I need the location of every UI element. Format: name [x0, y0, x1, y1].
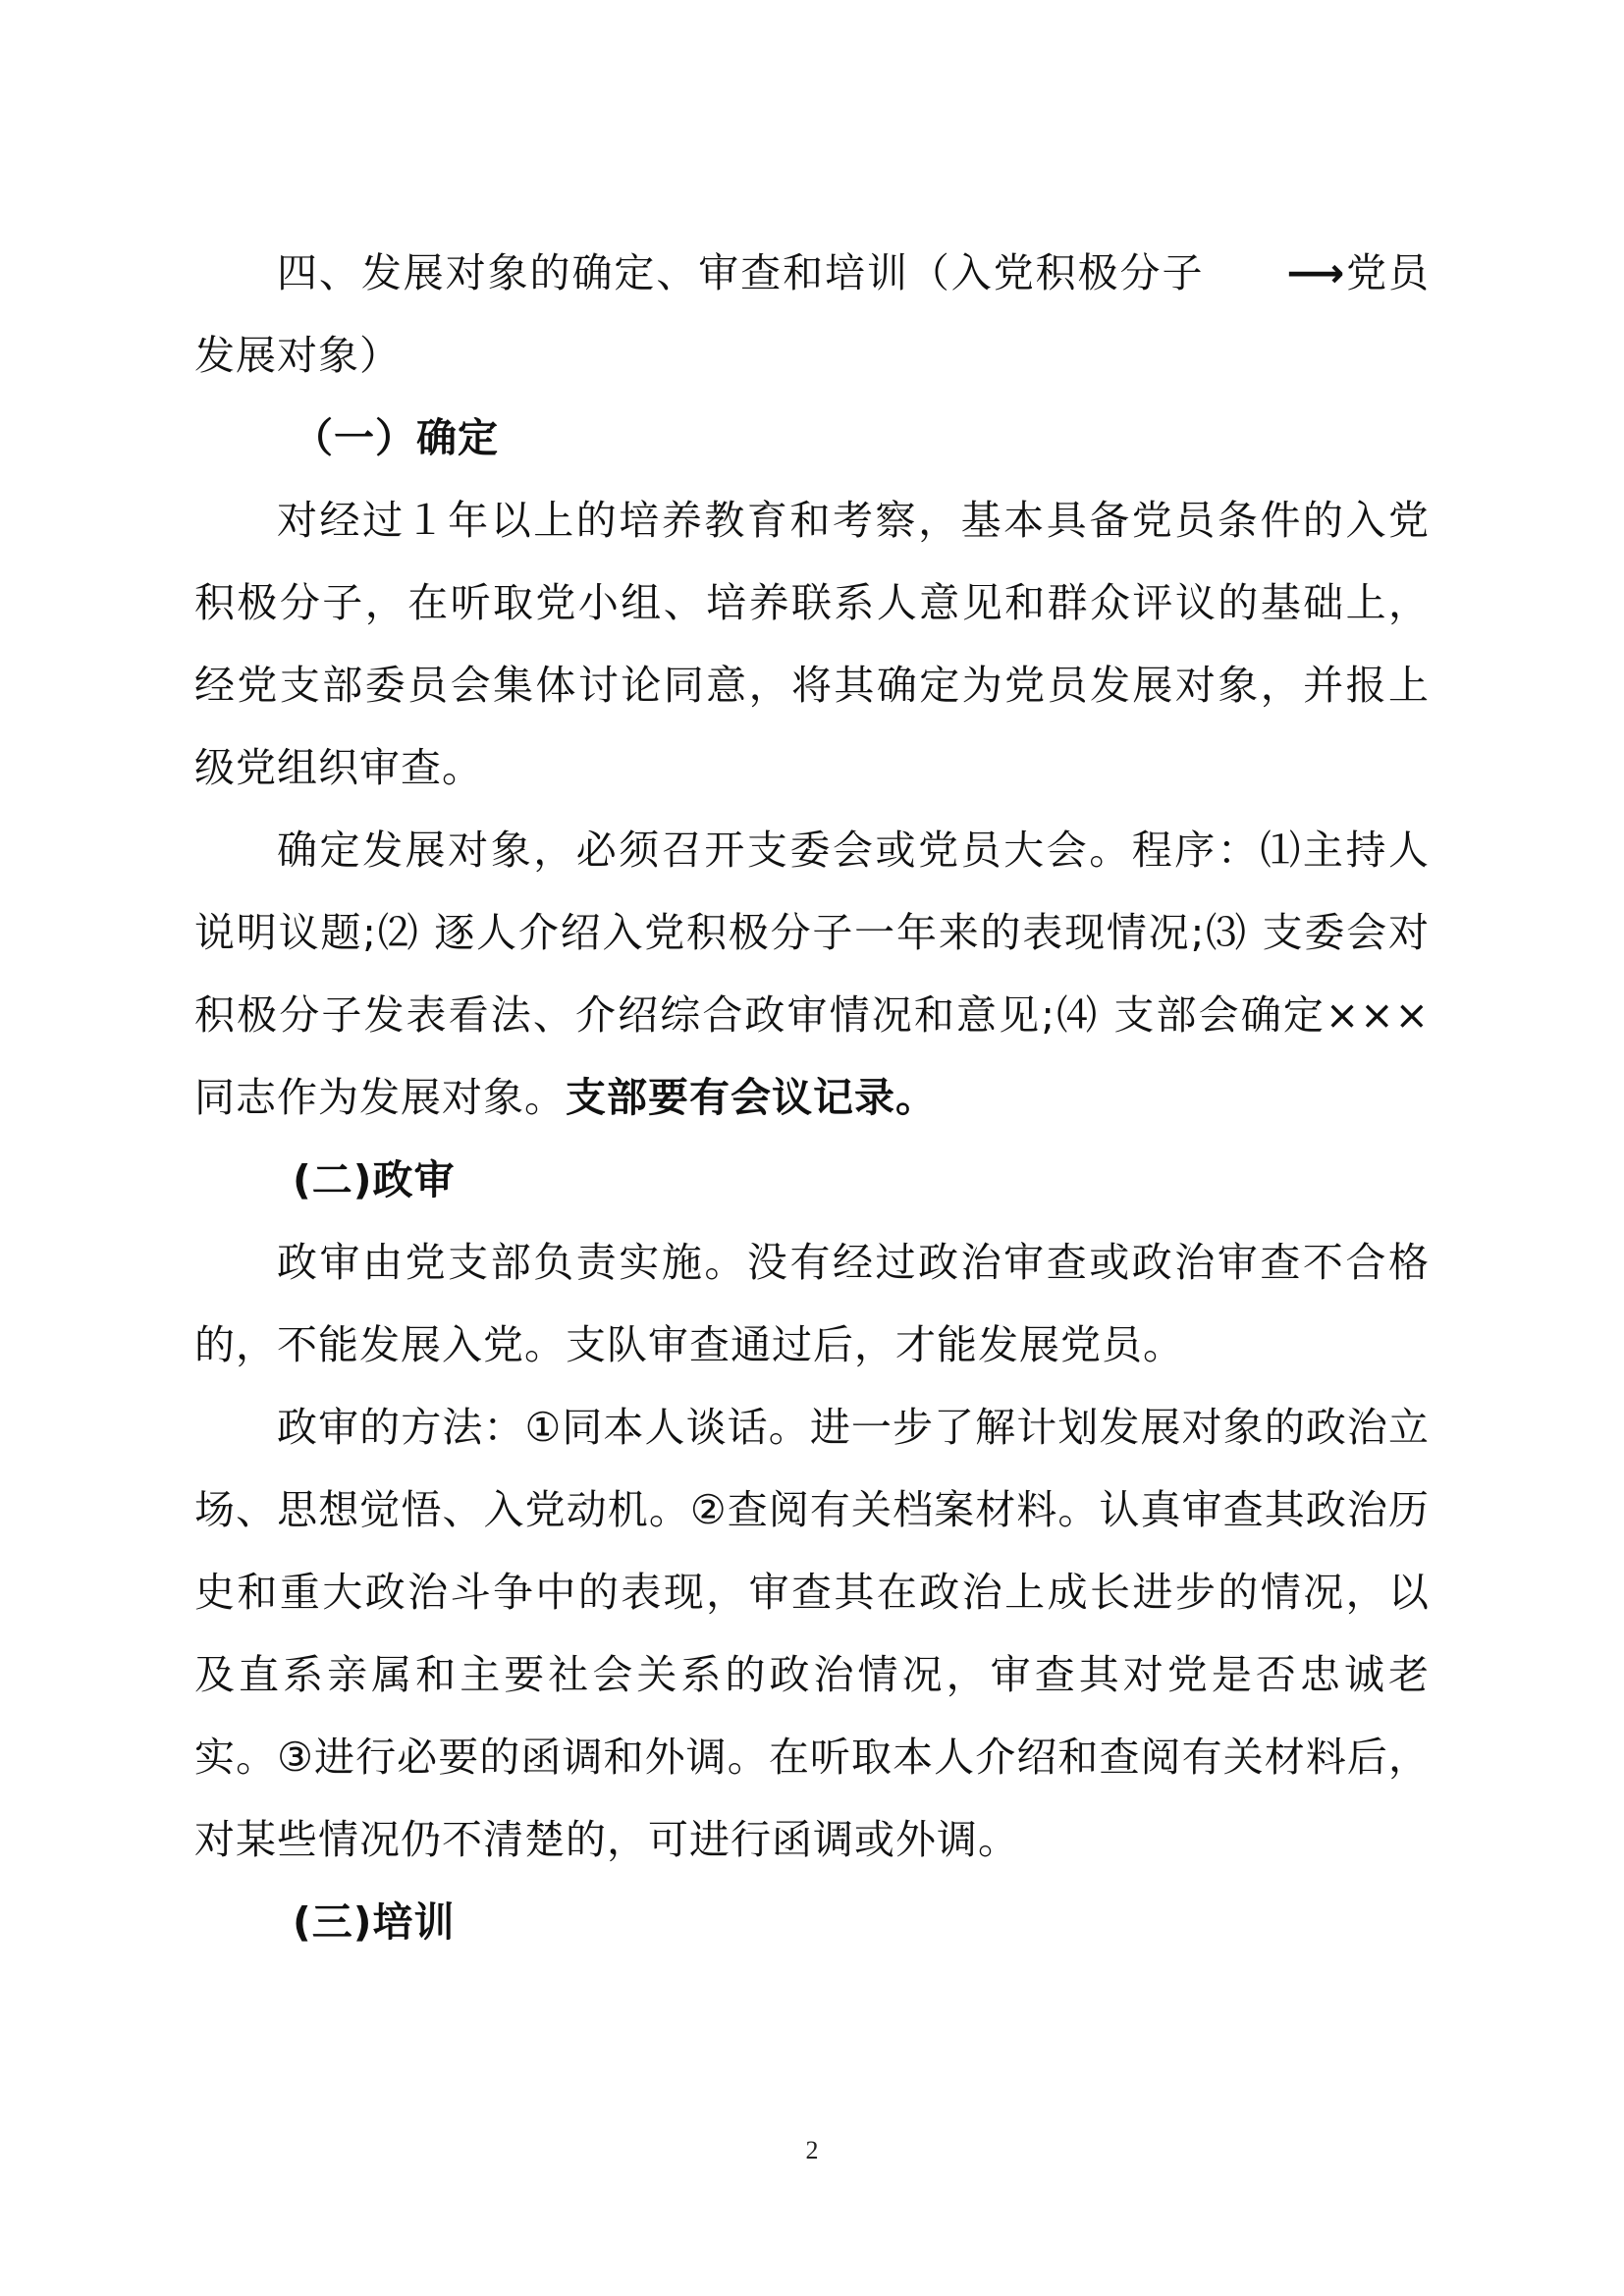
paragraph-determination-2	[194, 809, 1430, 1139]
subsection-heading-training: (三)培训	[293, 1898, 456, 1946]
page-number: 2	[805, 2136, 819, 2164]
paragraph-determination-2-text: 确定发展对象，必须召开支委会或党员大会。程序：⑴主持人说明议题;⑵ 逐人介绍入党积极分子一年来的表现情况;⑶ 支委会对积极分子发表看法、介绍综合政审情况和意见;⑷ 支部会确定×××同志作为发展对象。	[194, 827, 1430, 1121]
section-title	[194, 232, 1430, 397]
subsection-heading-political-review: (二)政审	[293, 1156, 456, 1203]
paragraph-determination-1: 对经过１年以上的培养教育和考察，基本具备党员条件的入党积极分子，在听取党小组、培养联系人意见和群众评议的基础上，经党支部委员会集体讨论同意，将其确定为党员发展对象，并报上级党组织审查。	[194, 497, 1430, 791]
meeting-record-note: 支部要有会议记录。	[566, 1074, 937, 1121]
paragraph-political-review-2: 政审的方法：①同本人谈话。进一步了解计划发展对象的政治立场、思想觉悟、入党动机。②查阅有关档案材料。认真审查其政治历史和重大政治斗争中的表现，审查其在政治上成长进步的情况，以及直系亲属和主要社会关系的政治情况，审查其对党是否忠诚老实。③进行必要的函调和外调。在听取本人介绍和查阅有关材料后，对某些情况仍不清楚的，可进行函调或外调。	[194, 1404, 1430, 1863]
subsection-heading-determination: （一）确定	[293, 414, 499, 461]
section-title-text-1: 四、发展对象的确定、审查和培训（入党积极分子	[277, 249, 1205, 296]
document-body	[194, 232, 1430, 1963]
arrow-icon: ⟶	[1286, 249, 1346, 296]
section-title-text-2: 党员发展对象）	[194, 249, 1431, 379]
paragraph-political-review-1: 政审由党支部负责实施。没有经过政治审查或政治审查不合格的，不能发展入党。支队审查通过后，才能发展党员。	[194, 1239, 1430, 1368]
